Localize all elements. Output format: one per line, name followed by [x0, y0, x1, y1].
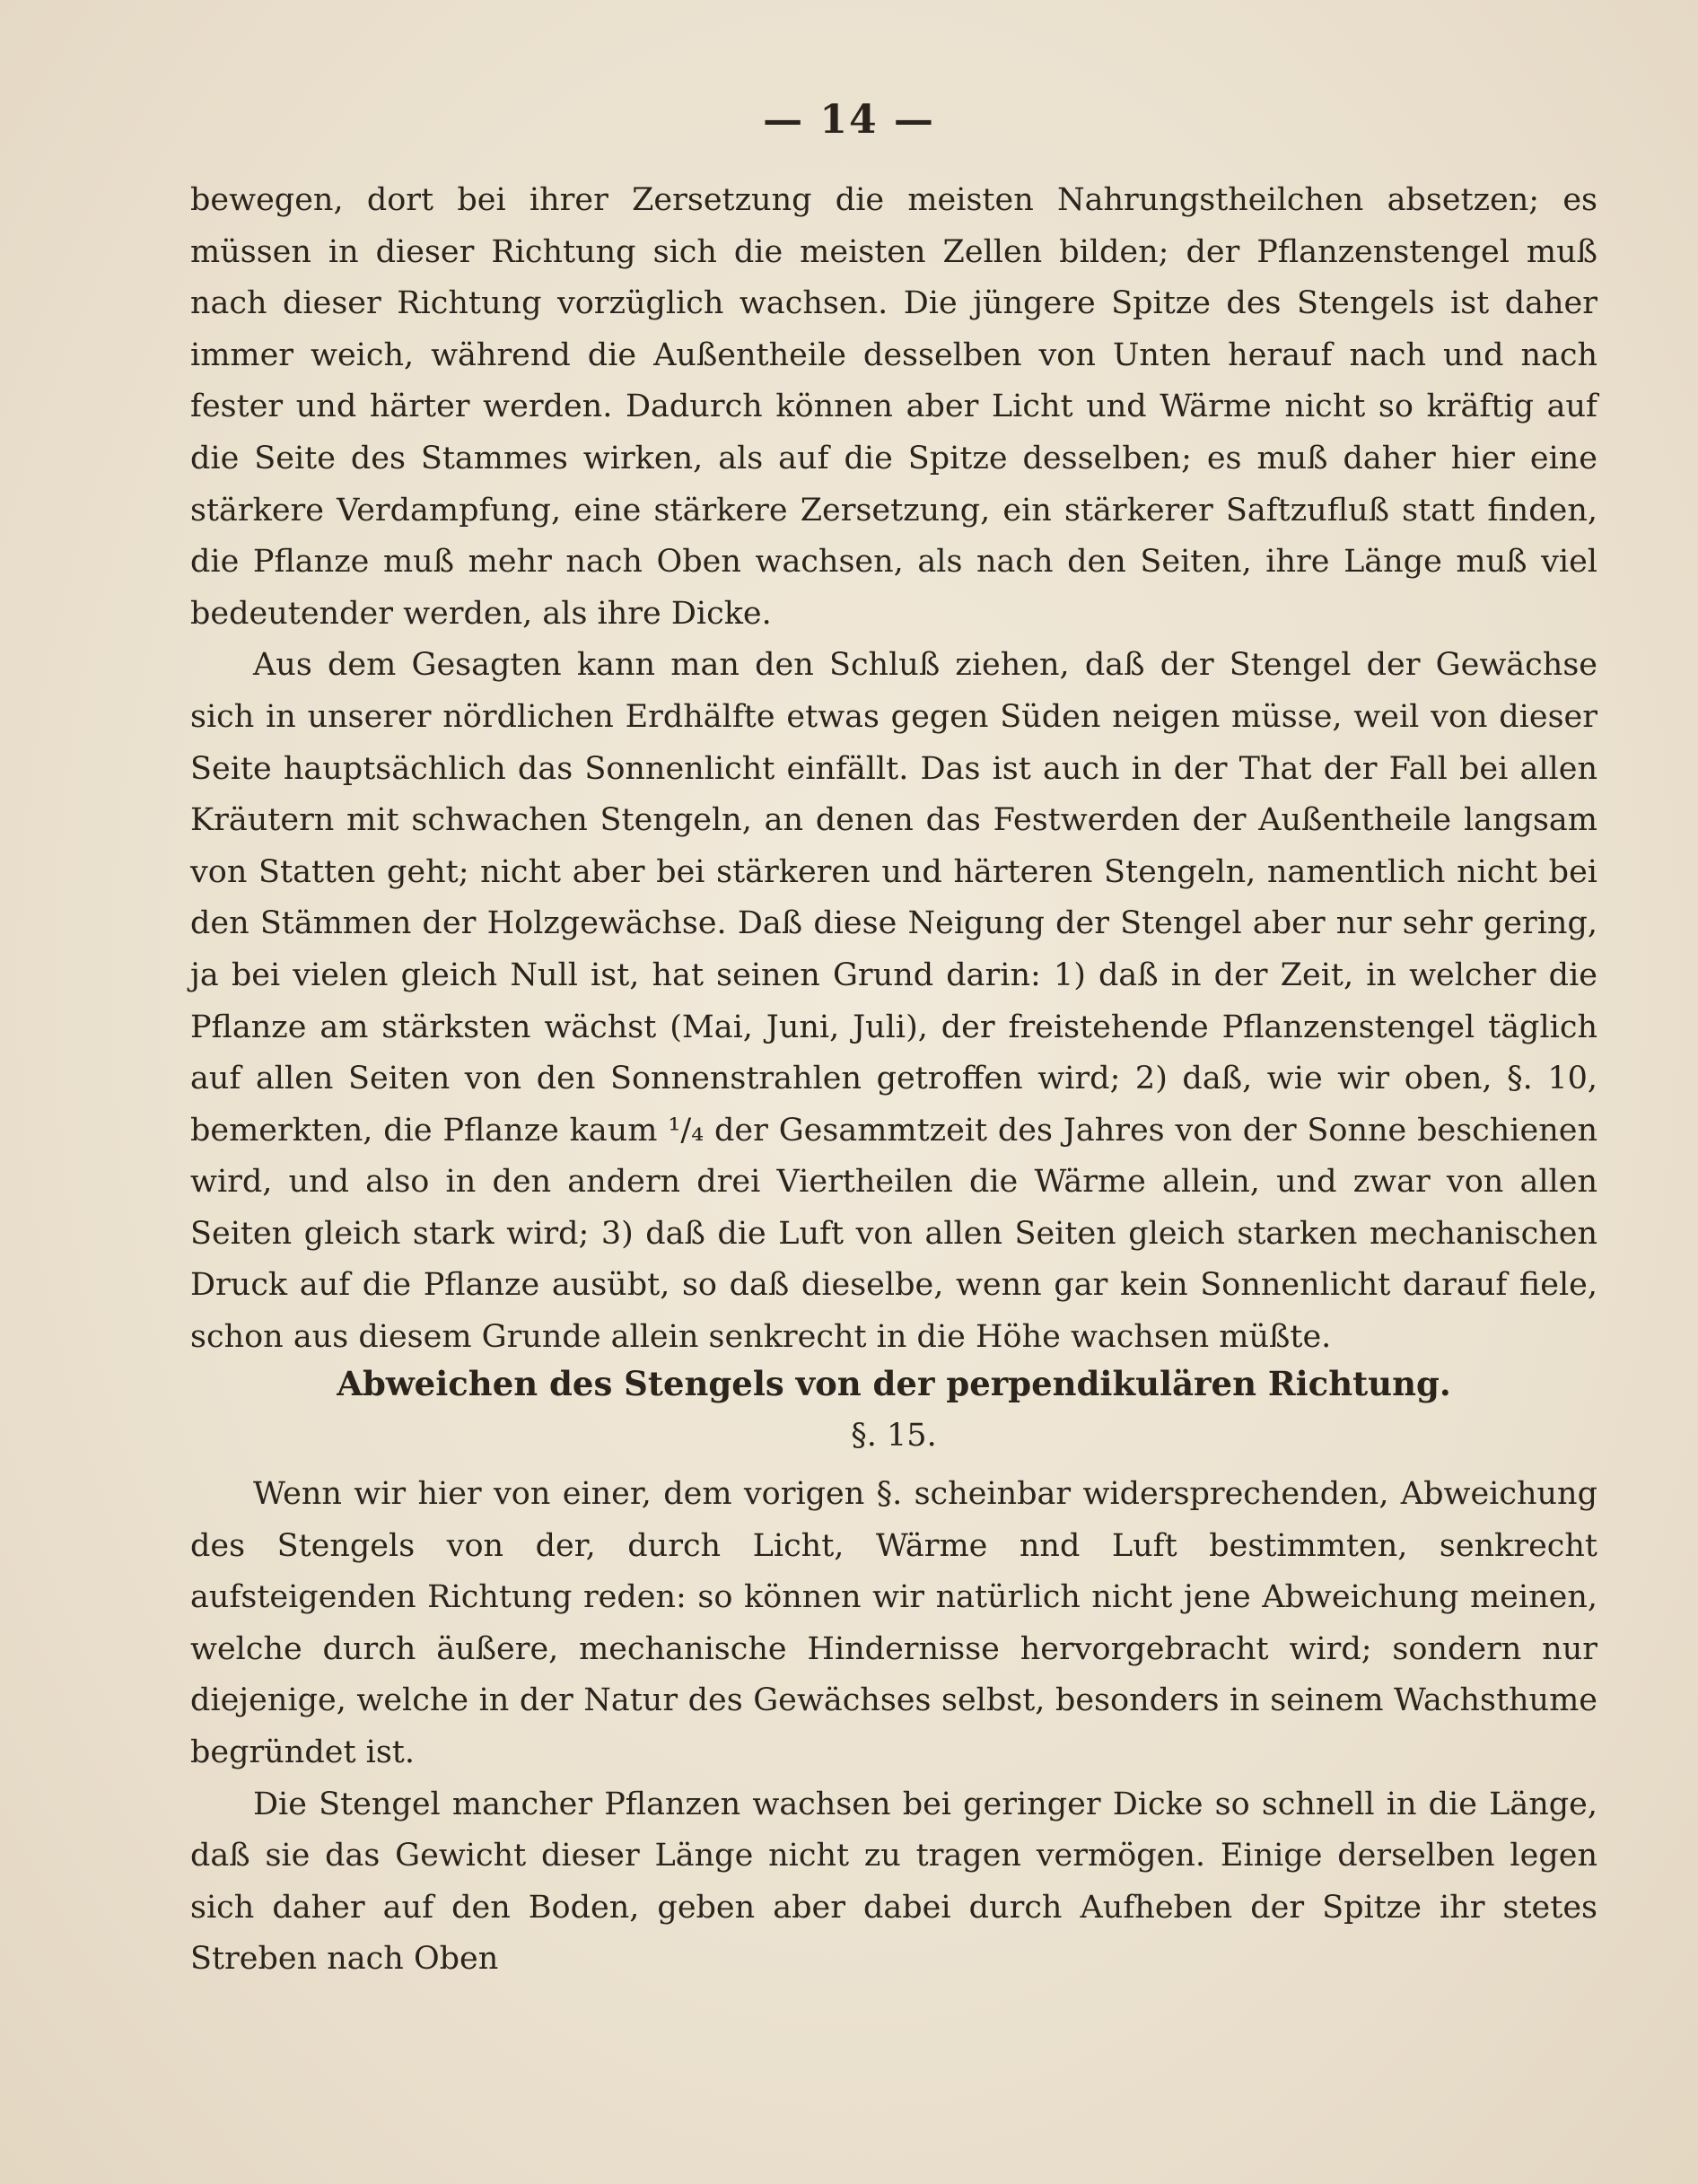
text-block-top [190, 175, 1597, 1364]
text-block-bottom [190, 1469, 1597, 1986]
paragraph: Die Stengel mancher Pflanzen wachsen bei geringer Dicke so schnell in die Länge, daß sie das Gewicht dieser Länge nicht zu tragen vermögen. Einige derselben legen sich daher auf den Boden, geben aber dabei durch Aufheben der Spitze ihr stetes Streben nach Oben [190, 1786, 1597, 1978]
paragraph: Aus dem Gesagten kann man den Schluß ziehen, daß der Stengel der Gewächse sich in unserer nördlichen Erdhälfte etwas gegen Süden neigen müsse, weil von dieser Seite hauptsächlich das Sonnenlicht einfällt. Das ist auch in der That der Fall bei allen Kräutern mit schwachen Stengeln, an denen das Festwerden der Außentheile langsam von Statten geht; nicht aber bei stärkeren und härteren Stengeln, namentlich nicht bei den Stämmen der Holzgewächse. Daß diese Neigung der Stengel aber nur sehr gering, ja bei vielen gleich Null ist, hat seinen Grund darin: 1) daß in der Zeit, in welcher die Pflanze am stärksten wächst (Mai, Juni, Juli), der freistehende Pflanzenstengel täglich auf allen Seiten von den Sonnenstrahlen getroffen wird; 2) daß, wie wir oben, §. 10, bemerkten, die Pflanze kaum ¹/₄ der Gesammtzeit des Jahres von der Sonne beschienen wird, und also in den andern drei Viertheilen die Wärme allein, und zwar von allen Seiten gleich stark wird; 3) daß die Luft von allen Seiten gleich starken mechanischen Druck auf die Pflanze ausübt, so daß dieselbe, wenn gar kein Sonnenlicht darauf fiele, schon aus diesem Grunde allein senkrecht in die Höhe wachsen müßte. [190, 647, 1597, 1356]
section-number: §. 15. [851, 1418, 937, 1454]
paragraph: bewegen, dort bei ihrer Zersetzung die meisten Nahrungstheilchen absetzen; es müssen in dieser Richtung sich die meisten Zellen bilden; der Pflanzenstengel muß nach dieser Richtung vorzüglich wachsen. Die jüngere Spitze des Stengels ist daher immer weich, während die Außentheile desselben von Unten herauf nach und nach fester und härter werden. Dadurch können aber Licht und Wärme nicht so kräftig auf die Seite des Stammes wirken, als auf die Spitze desselben; es muß daher hier eine stärkere Verdampfung, eine stärkere Zersetzung, ein stärkerer Saftzufluß statt finden, die Pflanze muß mehr nach Oben wachsen, als nach den Seiten, ihre Länge muß viel bedeutender werden, als ihre Dicke. [190, 182, 1597, 632]
paragraph: Wenn wir hier von einer, dem vorigen §. scheinbar widersprechenden, Abweichung des Stengels von der, durch Licht, Wärme nnd Luft bestimmten, senkrecht aufsteigenden Richtung reden: so können wir natürlich nicht jene Abweichung meinen, welche durch äußere, mechanische Hindernisse hervorgebracht wird; sondern nur diejenige, welche in der Natur des Gewächses selbst, besonders in seinem Wachsthume begründet ist. [190, 1476, 1597, 1770]
page-number: — 14 — [763, 97, 935, 143]
section-heading: Abweichen des Stengels von der perpendikulären Richtung. [337, 1364, 1451, 1403]
